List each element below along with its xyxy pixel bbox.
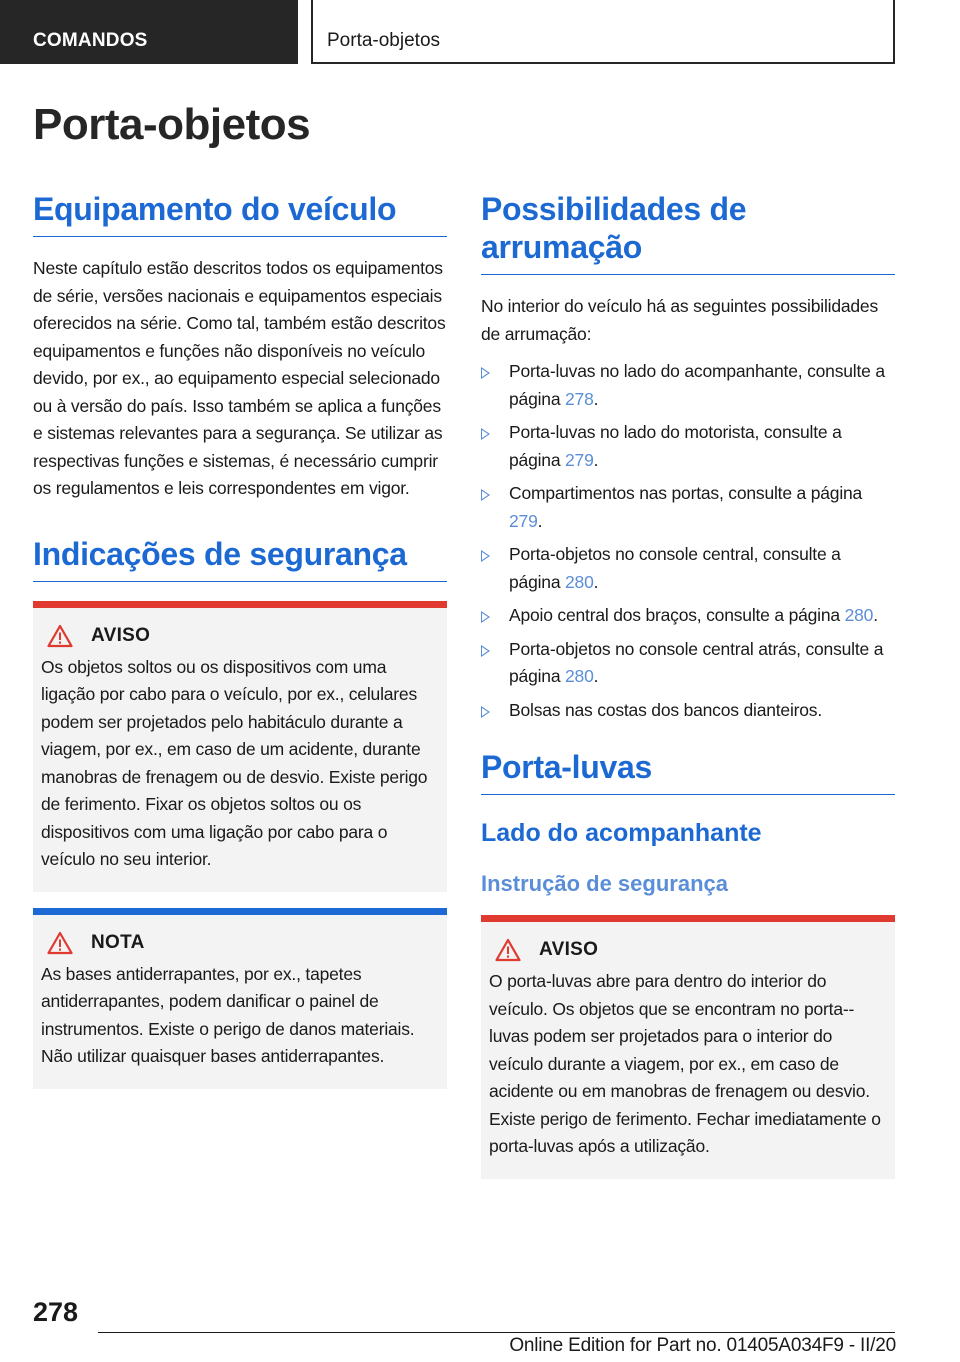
list-item: Bolsas nas costas dos bancos dianteiros. xyxy=(481,697,895,725)
triangle-bullet-icon xyxy=(481,611,490,623)
page-reference-link[interactable]: 280 xyxy=(565,666,594,686)
list-item: Compartimentos nas portas, consulte a página 279. xyxy=(481,480,895,535)
warning-text: Os objetos soltos ou os dispositivos com uma ligação por cabo para o veículo, por ex., celulares podem ser projetados pelo habitáculo durante a viagem, por ex., em caso de um acidente, durante manobras de frenagem ou de desvio. Existe perigo de ferimento. Fixar os objetos soltos ou os dispositivos com uma ligação por cabo para o veículo no seu interior. xyxy=(41,656,428,869)
section-tab: COMANDOS xyxy=(0,0,298,64)
heading-safety: Indicações de segurança xyxy=(33,535,447,582)
list-item: Porta-objetos no console central atrás, consulte a página 280. xyxy=(481,636,895,691)
list-item: Apoio central dos braços, consulte a página 280. xyxy=(481,602,895,630)
triangle-bullet-icon xyxy=(481,645,490,657)
edition-note: Online Edition for Part no. 01405A034F9 - II/20 xyxy=(509,1335,896,1356)
equipment-body: Neste capítulo estão descritos todos os equipamentos de série, versões nacionais e equipamentos especiais oferecidos na série. Como tal, também estão descritos equipamentos e funções não disponíveis no veículo devido, por ex., ao equipamento especial selecionado ou à versão do país. Isso também se aplica a funções e sistemas relevantes para a segurança. Se utilizar as respectivas funções e sistemas, é necessário cumprir os regulamentos e leis correspondentes em vigor. xyxy=(33,258,446,498)
warning-label: AVISO xyxy=(539,939,599,960)
heading-safety-instruction: Instrução de segurança xyxy=(481,871,728,896)
list-item: Porta-luvas no lado do acompanhante, consulte a página 278. xyxy=(481,358,895,413)
page-header xyxy=(0,0,960,66)
page-reference-link[interactable]: 279 xyxy=(509,510,538,531)
note-text: As bases antiderrapantes, por ex., tapetes antiderrapantes, podem danificar o painel de instrumentos. Existe o perigo de danos materiais. Não utilizar quaisquer bases antiderrapantes. xyxy=(41,963,415,1066)
storage-intro: No interior do veículo há as seguintes possibilidades de arrumação: xyxy=(481,296,879,344)
storage-list xyxy=(481,358,895,724)
warning-header xyxy=(41,624,439,648)
note-box xyxy=(33,908,447,1089)
page-reference-link[interactable]: 279 xyxy=(565,449,594,470)
triangle-bullet-icon xyxy=(481,489,490,501)
triangle-bullet-icon xyxy=(481,367,490,379)
page-reference-link[interactable]: 278 xyxy=(565,388,594,409)
right-column xyxy=(481,190,895,1179)
page-reference-link[interactable]: 280 xyxy=(844,605,874,625)
page-reference-link[interactable]: 280 xyxy=(565,571,594,592)
heading-storage: Possibilidades de arrumação xyxy=(481,190,895,275)
list-item: Porta-luvas no lado do motorista, consulte a página 279. xyxy=(481,419,895,474)
heading-glovebox: Porta-luvas xyxy=(481,748,895,795)
chapter-tab: Porta-objetos xyxy=(311,0,895,64)
heading-equipment: Equipamento do veículo xyxy=(33,190,447,237)
warning-triangle-icon xyxy=(47,931,73,955)
page-title: Porta-objetos xyxy=(33,100,311,149)
triangle-bullet-icon xyxy=(481,428,490,440)
list-item: Porta-objetos no console central, consulte a página 280. xyxy=(481,541,895,596)
warning-label: AVISO xyxy=(91,624,151,646)
glovebox-warning-box xyxy=(481,915,895,1179)
warning-triangle-icon xyxy=(495,938,521,962)
left-column xyxy=(33,190,447,1089)
triangle-bullet-icon xyxy=(481,550,490,562)
warning-triangle-icon xyxy=(47,624,73,648)
triangle-bullet-icon xyxy=(481,706,490,718)
warning-box xyxy=(33,601,447,892)
page-number: 278 xyxy=(33,1297,79,1327)
footer-divider xyxy=(98,1332,895,1333)
warning-text: O porta-luvas abre para dentro do interior do veículo. Os objetos que se encontram no porta--luvas podem ser projetados para o interior do veículo durante a viagem, por ex., em caso de acidente ou em manobras de frenagem ou desvio. Existe perigo de ferimento. Fechar imediatamente o porta-luvas após a utilização. xyxy=(489,971,881,1156)
note-header xyxy=(41,931,439,955)
heading-passenger-side: Lado do acompanhante xyxy=(481,819,762,847)
note-label: NOTA xyxy=(91,931,145,953)
warning-header xyxy=(489,938,887,962)
